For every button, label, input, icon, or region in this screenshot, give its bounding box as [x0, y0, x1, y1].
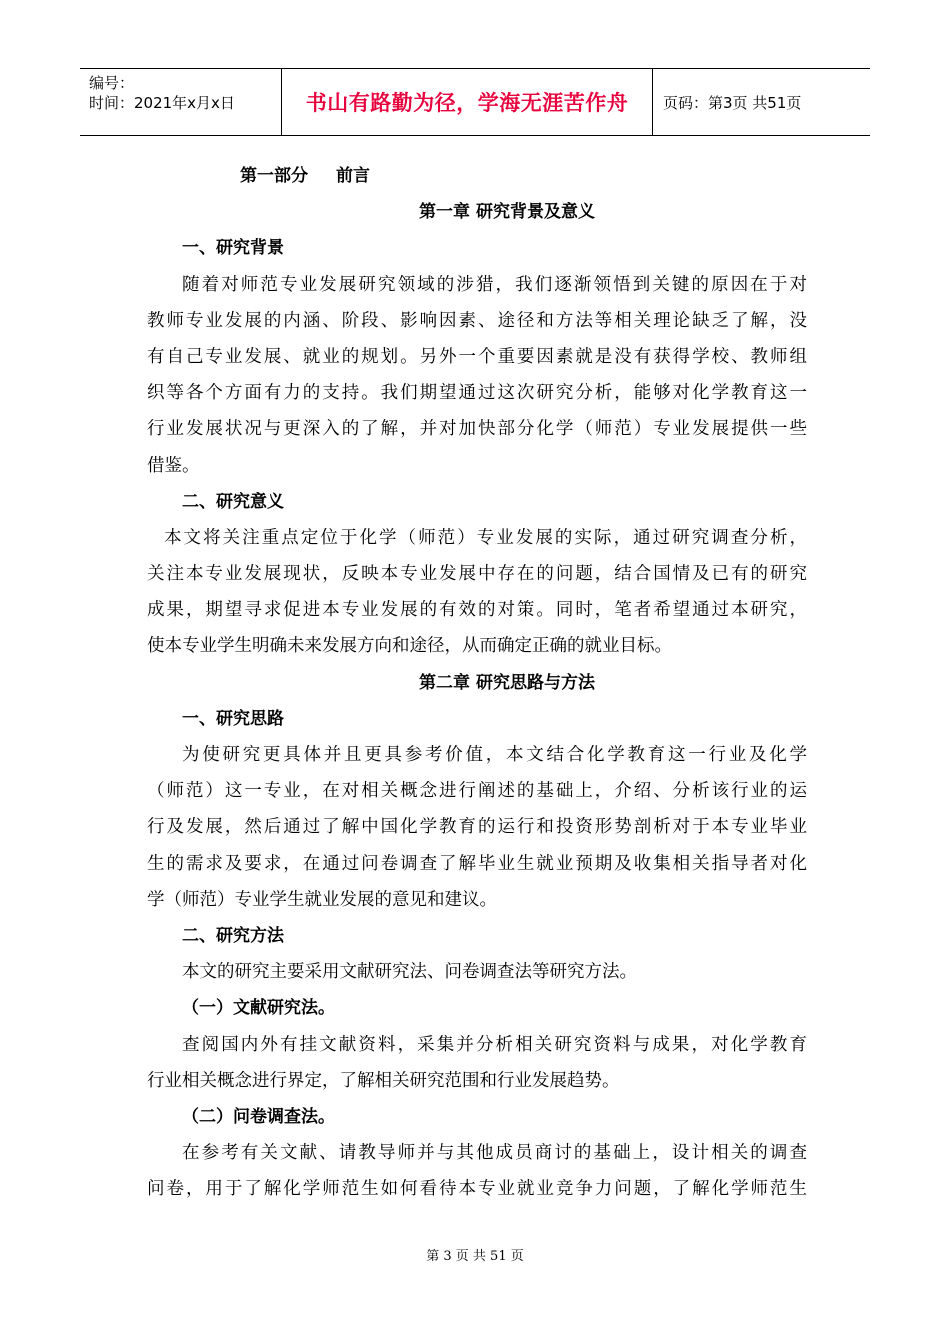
section-significance-title: 二、研究意义: [182, 491, 284, 512]
paragraph-line: 行业相关概念进行界定，了解相关研究范围和行业发展趋势。: [147, 1070, 620, 1091]
part-title: [147, 158, 807, 194]
paragraph-line: 在参考有关文献、请教导师并与其他成员商讨的基础上，设计相关的调查: [182, 1143, 807, 1164]
paragraph-line: 成果，期望寻求促进本专业发展的有效的对策。同时，笔者希望通过本研究，: [147, 600, 807, 621]
paragraph-line: 织等各个方面有力的支持。我们期望通过这次研究分析，能够对化学教育这一: [147, 383, 807, 404]
part-title-number: 第一部分: [240, 166, 308, 186]
part-title-name: 前言: [336, 166, 370, 186]
paragraph-line: 教师专业发展的内涵、阶段、影响因素、途径和方法等相关理论缺乏了解，没: [147, 310, 807, 331]
method-literature-title: （一）文献研究法。: [182, 998, 335, 1019]
header-meta-cell: [80, 69, 282, 135]
method-survey-title: （二）问卷调查法。: [182, 1106, 335, 1127]
paragraph-line: 使本专业学生明确未来发展方向和途径，从而确定正确的就业目标。: [147, 636, 672, 657]
chapter-2-title: 第二章 研究思路与方法: [419, 672, 595, 693]
paragraph-line: 随着对师范专业发展研究领域的涉猎，我们逐渐领悟到关键的原因在于对: [182, 274, 807, 295]
paragraph-line: 查阅国内外有挂文献资料，采集并分析相关研究资料与成果，对化学教育: [182, 1034, 807, 1055]
paragraph-line: 本文的研究主要采用文献研究法、问卷调查法等研究方法。: [182, 962, 637, 983]
paragraph-line: （师范）这一专业，在对相关概念进行阐述的基础上，介绍、分析该行业的运: [147, 781, 807, 802]
paragraph-line: 借鉴。: [147, 455, 200, 476]
paragraph-line: 本文将关注重点定位于化学（师范）专业发展的实际，通过研究调查分析，: [164, 527, 807, 548]
section-background-title: 一、研究背景: [182, 238, 284, 259]
page-header-table: [80, 68, 870, 136]
header-page-info: 页码：第3页 共51页: [663, 93, 802, 112]
paragraph-line: 问卷，用于了解化学师范生如何看待本专业就业竞争力问题，了解化学师范生: [147, 1179, 807, 1200]
paragraph-line: 有自己专业发展、就业的规划。另外一个重要因素就是没有获得学校、教师组: [147, 346, 807, 367]
paragraph-line: 关注本专业发展现状，反映本专业发展中存在的问题，结合国情及已有的研究: [147, 564, 807, 585]
document-date-label: 时间：2021年x月x日: [89, 94, 235, 112]
section-approach-title: 一、研究思路: [182, 708, 284, 729]
paragraph-line: 生的需求及要求，在通过问卷调查了解毕业生就业预期及收集相关指导者对化: [147, 853, 807, 874]
section-methods-title: 二、研究方法: [182, 925, 284, 946]
page-footer: 第 3 页 共 51 页: [426, 1249, 524, 1264]
document-number-label: 编号：: [89, 74, 135, 92]
header-motto: 书山有路勤为径，学海无涯苦作舟: [282, 69, 653, 135]
paragraph-line: 行业发展状况与更深入的了解，并对加快部分化学（师范）专业发展提供一些: [147, 419, 807, 440]
paragraph-line: 为使研究更具体并且更具参考价值，本文结合化学教育这一行业及化学: [182, 745, 807, 765]
document-body: [147, 158, 807, 1207]
paragraph-line: 学（师范）专业学生就业发展的意见和建议。: [147, 889, 497, 910]
chapter-1-title: 第一章 研究背景及意义: [419, 202, 595, 223]
paragraph-line: 行及发展，然后通过了解中国化学教育的运行和投资形势剖析对于本专业毕业: [147, 817, 807, 838]
